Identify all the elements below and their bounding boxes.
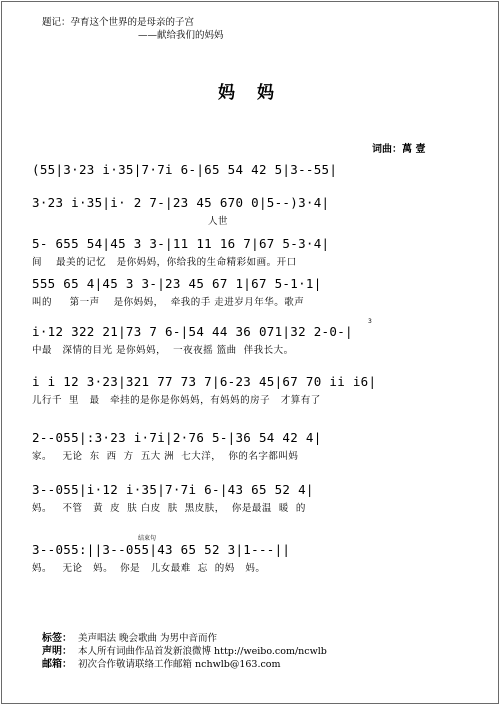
score-row-7 bbox=[32, 430, 472, 462]
score-row-2 bbox=[32, 195, 472, 227]
notation-line: 3--055|i·12 i·35|7·7i 6-|43 65 52 4| bbox=[32, 482, 314, 497]
notation-line: i i 12 3·23|321 77 73 7|6-23 45|67 70 ii i6| bbox=[32, 374, 377, 389]
score-row-5 bbox=[32, 318, 472, 356]
lyrics-line: 妈。 不管 黄 皮 肤 白皮 肤 黑皮肤， 你是最温 暖 的 bbox=[32, 503, 306, 514]
footer-email: 邮箱： 初次合作敬请联络工作邮箱 nchwlb@163.com bbox=[42, 659, 281, 670]
epigraph-line-2: ——献给我们的妈妈 bbox=[138, 30, 224, 41]
score-row-3 bbox=[32, 236, 472, 268]
lyrics-line: 中最 深情的目光 是你妈妈， 一夜夜摇 篮曲 伴我长大。 bbox=[32, 345, 294, 356]
notation-line: 5- 655 54|45 3 3-|11 11 16 7|67 5-3·4| bbox=[32, 236, 330, 251]
song-title: 妈 妈 bbox=[218, 83, 282, 103]
lyrics-line bbox=[32, 180, 472, 194]
notation-line: 555 65 4|45 3 3-|23 45 67 1|67 5-1·1| bbox=[32, 276, 322, 291]
triplet-mark: 3 bbox=[368, 318, 372, 325]
lyrics-line: 间 最美的记忆 是你妈妈，你给我的生命精彩如画。开口 bbox=[32, 257, 297, 268]
footer-tags: 标签： 美声唱法 晚会歌曲 为男中音而作 bbox=[42, 633, 218, 644]
composer-credit: 词曲：萬 壹 bbox=[372, 144, 426, 155]
notation-line: 3·23 i·35|i· 2 7-|23 45 670 0|5--)3·4| bbox=[32, 195, 330, 210]
epigraph bbox=[42, 16, 224, 42]
lyrics-line: 叫的 第一声 是你妈妈， 牵我的手 走进岁月年华。歌声 bbox=[32, 297, 305, 308]
score-row-8 bbox=[32, 482, 472, 514]
lyrics-line: 儿行千 里 最 牵挂的是你是你妈妈，有妈妈的房子 才算有了 bbox=[32, 395, 321, 406]
footer bbox=[42, 632, 327, 671]
lyrics-line: 家。 无论 东 西 方 五大 洲 七大洋， 你的名字都叫妈 bbox=[32, 451, 299, 462]
sheet-music-page bbox=[1, 1, 499, 704]
score-row-6 bbox=[32, 374, 472, 406]
notation-line: 3--055:||3--055|43 65 52 3|1---|| bbox=[32, 542, 291, 557]
notation-line: 2--055|:3·23 i·7i|2·76 5-|36 54 42 4| bbox=[32, 430, 322, 445]
notation-line: i·12 322 21|73 7 6-|54 44 36 071|32 2-0-| bbox=[32, 324, 353, 339]
score-row-1 bbox=[32, 162, 472, 194]
epigraph-line-1: 题记：孕育这个世界的是母亲的子宫 bbox=[42, 17, 195, 28]
score-row-4 bbox=[32, 276, 472, 308]
lyrics-line: 妈。 无论 妈。 你是 儿女最难 忘 的妈 妈。 bbox=[32, 563, 266, 574]
score-row-9 bbox=[32, 535, 472, 574]
lyrics-line: 人世 bbox=[32, 216, 228, 227]
footer-notice: 声明： 本人所有词曲作品首发新浪微博 http://weibo.com/ncwlb bbox=[42, 646, 327, 657]
notation-line: (55|3·23 i·35|7·7i 6-|65 54 42 5|3--55| bbox=[32, 162, 338, 177]
ending-mark: 结束句 bbox=[138, 535, 157, 542]
